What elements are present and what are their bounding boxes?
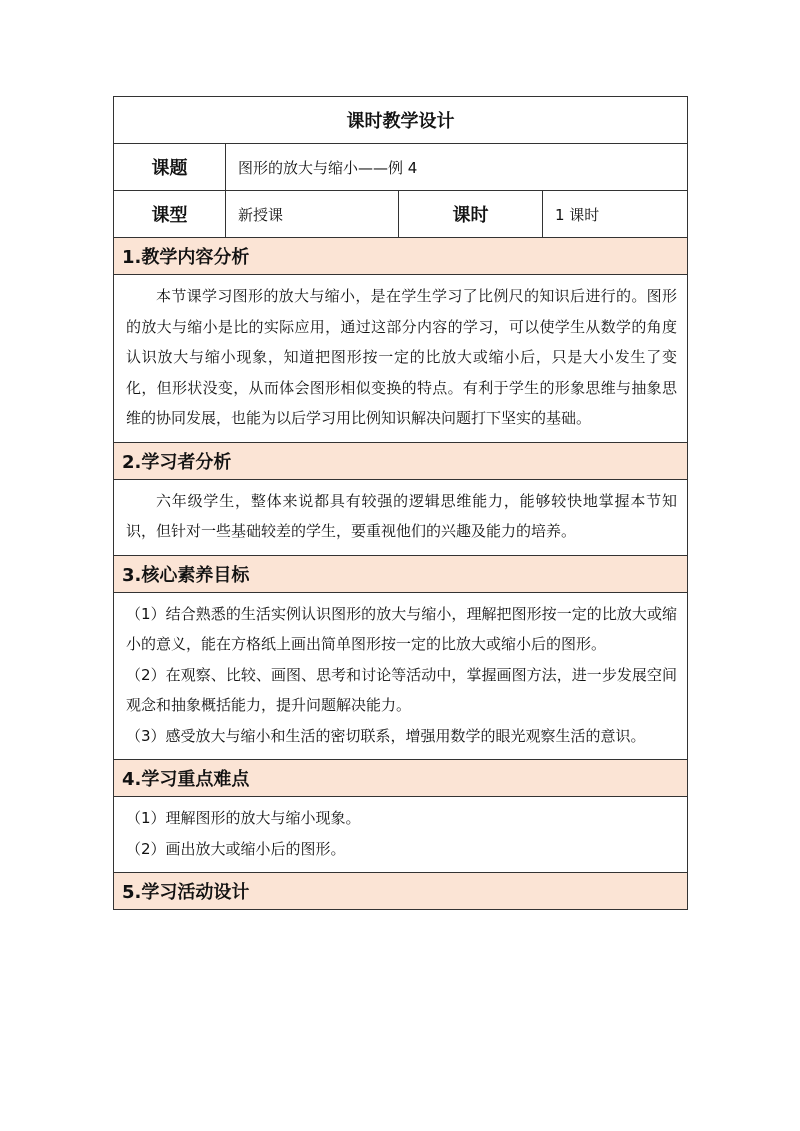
section-heading-activity-design: 5.学习活动设计 <box>114 873 688 910</box>
section-heading-learner-analysis: 2.学习者分析 <box>114 442 688 479</box>
key-point-item: （1）理解图形的放大与缩小现象。 <box>126 809 361 827</box>
hours-value: 1 课时 <box>543 191 688 238</box>
section-heading-key-points: 4.学习重点难点 <box>114 760 688 797</box>
learner-analysis-paragraph: 六年级学生，整体来说都具有较强的逻辑思维能力，能够较快地掌握本节知识，但针对一些基础较差的学生，要重视他们的兴趣及能力的培养。 <box>126 491 677 540</box>
goal-item: （3）感受放大与缩小和生活的密切联系，增强用数学的眼光观察生活的意识。 <box>126 726 646 745</box>
topic-value: 图形的放大与缩小——例 4 <box>226 144 688 191</box>
hours-label: 课时 <box>399 191 543 238</box>
type-label: 课型 <box>114 191 226 238</box>
section-body-key-points <box>114 797 688 873</box>
section-body-core-goals <box>114 592 688 760</box>
type-value: 新授课 <box>226 191 399 238</box>
section-heading-core-goals: 3.核心素养目标 <box>114 555 688 592</box>
goal-item: （2）在观察、比较、画图、思考和讨论等活动中，掌握画图方法，进一步发展空间观念和抽象概括能力，提升问题解决能力。 <box>126 665 677 714</box>
topic-label: 课题 <box>114 144 226 191</box>
table-title: 课时教学设计 <box>114 97 688 144</box>
section-body-content-analysis <box>114 275 688 443</box>
section-heading-content-analysis: 1.教学内容分析 <box>114 238 688 275</box>
content-analysis-paragraph: 本节课学习图形的放大与缩小，是在学生学习了比例尺的知识后进行的。图形的放大与缩小是比的实际应用，通过这部分内容的学习，可以使学生从数学的角度认识放大与缩小现象，知道把图形按一定的比放大或缩小后，只是大小发生了变化，但形状没变，从而体会图形相似变换的特点。有利于学生的形象思维与抽象思维的协同发展，也能为以后学习用比例知识解决问题打下坚实的基础。 <box>126 287 677 427</box>
key-point-item: （2）画出放大或缩小后的图形。 <box>126 839 346 858</box>
section-body-learner-analysis <box>114 479 688 555</box>
lesson-design-table <box>113 96 688 910</box>
goal-item: （1）结合熟悉的生活实例认识图形的放大与缩小，理解把图形按一定的比放大或缩小的意义，能在方格纸上画出简单图形按一定的比放大或缩小后的图形。 <box>126 604 677 653</box>
